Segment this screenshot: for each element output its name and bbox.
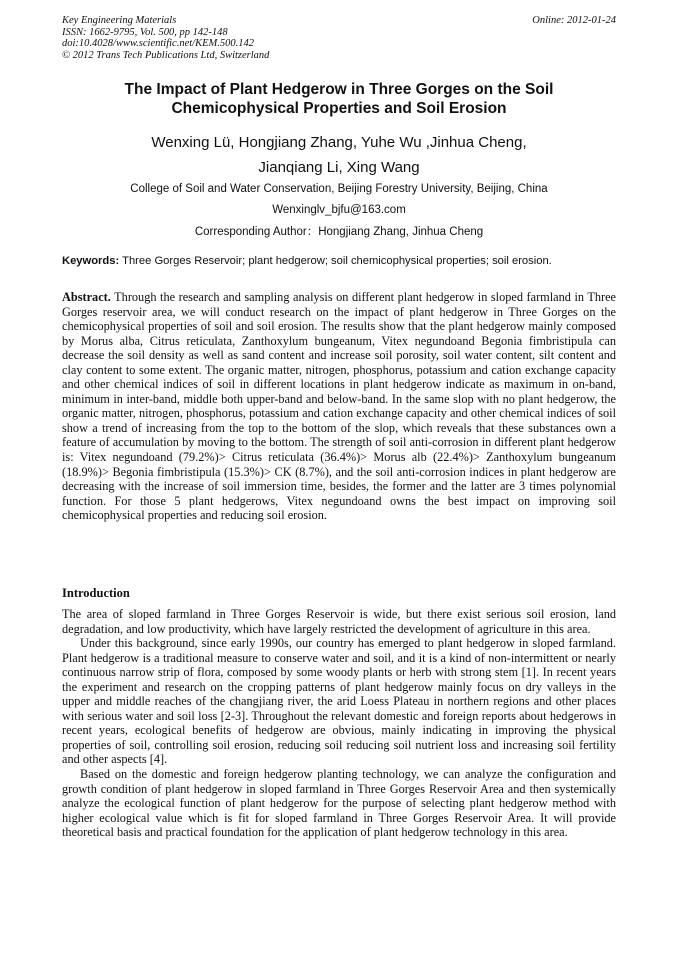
title-line-1: The Impact of Plant Hedgerow in Three Gorges on the Soil: [124, 81, 554, 98]
intro-paragraph-2: Under this background, since early 1990s, our country has emerged to plant hedgerow in sloped farmland. Plant hedgerow is a traditional measure to conserve water and soil, and it is a kind of non-intermittent or nearly continuous narrow strip of flora, composed by some woody plants or herb with strong stem [1]. In recent years the experiment and research on the cropping patterns of plant hedgerow mainly focus on dry valleys in the upper and middle reaches of the changjiang river, the arid Loess Plateau in northern regions and other places with serious water and soil loss [2-3]. Throughout the relevant domestic and foreign reports about hedgerows in recent years, ecological benefits of hedgerow are obvious, mainly indicating in improving the physical properties of soil, controlling soil erosion, reducing soil reducing soil nutrient loss and increasing soil fertility and other aspects [4].: [62, 636, 616, 767]
introduction-heading: Introduction: [62, 586, 130, 600]
authors-line-2: Jianqiang Li, Xing Wang: [258, 159, 420, 176]
online-date: Online: 2012-01-24: [532, 15, 616, 26]
abstract-label: Abstract.: [62, 290, 111, 304]
abstract-text: Through the research and sampling analysis on different plant hedgerow in sloped farmland in Three Gorges reservoir area, we will conduct research on the impact of plant hedgerow in Three Gorges on the chemicophysical properties of soil and soil erosion. The results show that the plant hedgerow mainly composed by Morus alba, Citrus reticulata, Zanthoxylum bungeanum, Vitex negundoand Begonia fimbristipula can decrease the soil density as well as sand content and increase soil porosity, soil water content, silt content and clay content to some extent. The organic matter, nitrogen, phosphorus, potassium and cation exchange capacity and other chemical indices of soil in different locations in plant hedgerow indicate as maximum in on-band, minimum in inter-band, middle both upper-band and below-band. In the same slop with no plant hedgerow, the organic matter, nitrogen, phosphorus, potassium and cation exchange capacity and other chemical indices of soil show a trend of increasing from the top to the bottom of the slop, which reveals that these substances own a feature of accumulation by moving to the bottom. The strength of soil anti-corrosion in different plant hedgerow is: Vitex negundoand (79.2%)> Citrus reticulata (36.4%)> Morus alb (22.4%)> Zanthoxylum bungeanum (18.9%)> Begonia fimbristipula (15.3%)> CK (8.7%), and the soil anti-corrosion indices in plant hedgerow are decreasing with the increase of soil immersion time, besides, the former and the latter are 3 times polynomial function. For those 5 plant hedgerows, Vitex negundoand owns the best impact on improving soil chemicophysical properties and reducing soil erosion.: [62, 290, 616, 523]
authors-line-1: Wenxing Lü, Hongjiang Zhang, Yuhe Wu ,Jinhua Cheng,: [151, 134, 527, 151]
introduction-body: [62, 607, 616, 840]
doi-line: doi:10.4028/www.scientific.net/KEM.500.142: [62, 38, 254, 50]
issn-line: ISSN: 1662-9795, Vol. 500, pp 142-148: [62, 26, 228, 38]
affiliation: College of Soil and Water Conservation, Beijing Forestry University, Beijing, China: [130, 183, 548, 195]
author-email: Wenxinglv_bjfu@163.com: [272, 204, 406, 216]
copyright-line: © 2012 Trans Tech Publications Ltd, Switzerland: [62, 49, 270, 61]
journal-name: Key Engineering Materials: [62, 15, 177, 26]
keywords-label: Keywords:: [62, 255, 120, 267]
abstract: [62, 290, 616, 523]
keywords: [62, 254, 622, 268]
journal-header: [62, 15, 616, 61]
corresponding-author: Corresponding Author：Hongjiang Zhang, Jinhua Cheng: [194, 226, 484, 238]
paper-title: [62, 80, 616, 118]
title-line-2: Chemicophysical Properties and Soil Erosion: [171, 100, 507, 117]
intro-paragraph-1: The area of sloped farmland in Three Gorges Reservoir is wide, but there exist serious soil erosion, land degradation, and low productivity, which have largely restricted the development of agriculture in this area.: [62, 607, 616, 636]
keywords-text: Three Gorges Reservoir; plant hedgerow; soil chemicophysical properties; soil erosion.: [119, 255, 552, 267]
intro-paragraph-3: Based on the domestic and foreign hedgerow planting technology, we can analyze the configuration and growth condition of plant hedgerow in sloped farmland in Three Gorges Reservoir Area and then systemically analyze the ecological function of plant hedgerow for the purpose of selecting plant hedgerow method with higher ecological value which is fit for sloped farmland in Three Gorges Reservoir Area. It will provide theoretical basis and practical foundation for the application of plant hedgerow technology in this area.: [62, 767, 616, 840]
author-list: [62, 130, 616, 180]
